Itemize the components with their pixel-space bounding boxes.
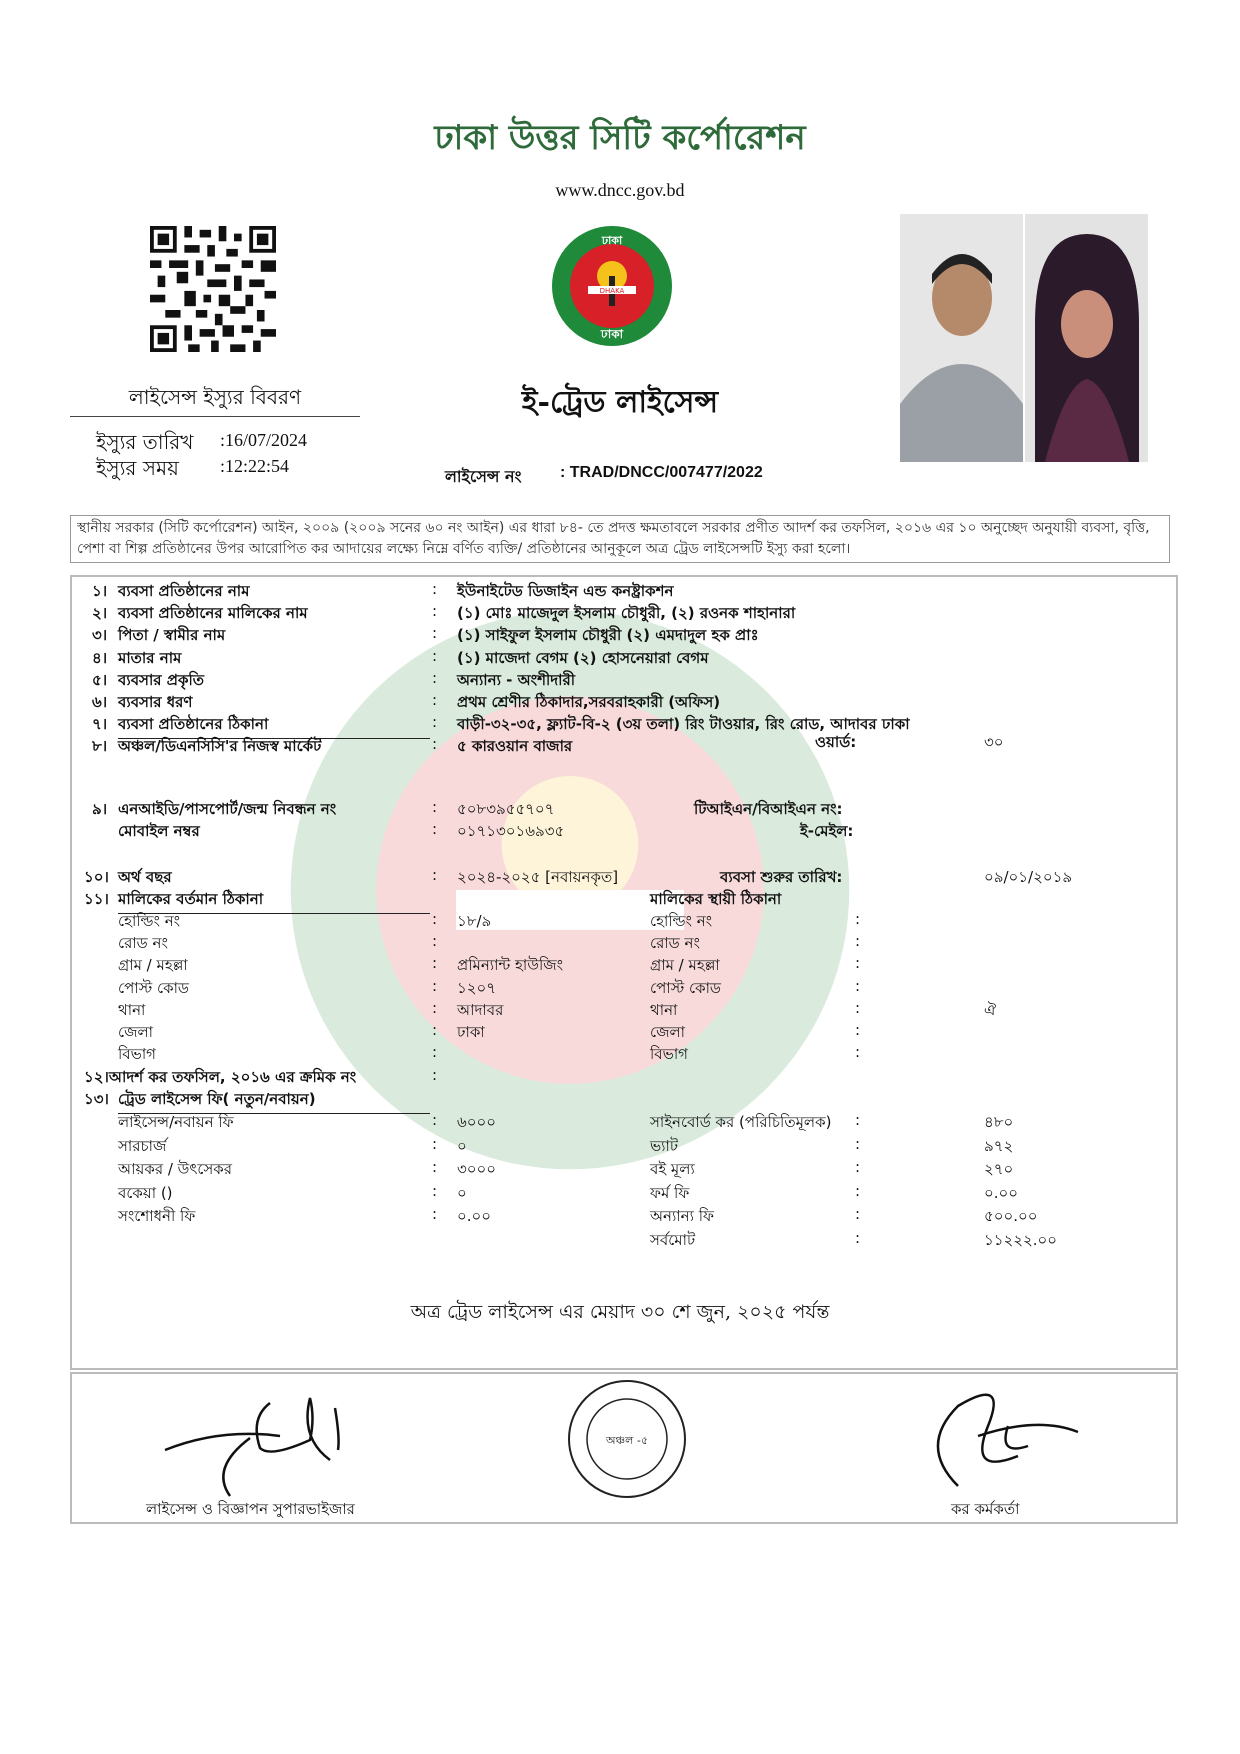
field-value: অন্যান্য - অংশীদারী	[457, 670, 576, 689]
issue-date-value: :16/07/2024	[220, 430, 308, 450]
fiscal-label: অর্থ বছর	[118, 868, 172, 886]
address-row-label: বিভাগ	[118, 1045, 156, 1064]
dncc-logo-icon	[550, 224, 674, 348]
fee-label: বই মূল্য	[650, 1160, 695, 1178]
address-colon: :	[432, 954, 438, 973]
nid-num: ৯।	[92, 800, 108, 818]
fees-num: ১৩।	[84, 1090, 109, 1108]
permanent-address-colon: :	[855, 976, 861, 995]
field-colon: :	[432, 580, 438, 598]
permanent-address-colon: :	[855, 932, 861, 951]
document-title: ই-ট্রেড লাইসেন্স	[521, 385, 719, 420]
field-label: মাতার নাম	[118, 648, 182, 667]
address-row-label: হোল্ডিং নং	[118, 912, 181, 930]
fiscal-value: ২০২৪-২০২৫ [নবায়নকৃত]	[457, 868, 619, 886]
preamble-text: স্থানীয় সরকার (সিটি কর্পোরেশন) আইন, ২০০৯ (২০০৯ সনের ৬০ নং আইন) এর ধারা ৮৪- তে প্রদত্ত ক্ষমতাবলে সরকার প্রণীত আদর্শ কর তফসিল, ২০১৬ এর ১০ অনুচ্ছেদ অনুযায়ী ব্যবসা, বৃত্তি, পেশা বা শিল্প প্রতিষ্ঠানের উপর আরোপিত কর আদায়ের লক্ষ্যে নিম্নে বর্ণিত ব্যক্তি/ প্রতিষ্ঠানের আনুকূলে অত্র ট্রেড লাইসেন্সটি ইস্যু করা হলো।	[70, 515, 1170, 563]
field-colon: :	[432, 624, 438, 643]
field-label: ব্যবসা প্রতিষ্ঠানের ঠিকানা	[118, 713, 430, 739]
nid-colon: :	[432, 798, 438, 816]
license-number: : TRAD/DNCC/007477/2022	[560, 464, 763, 481]
fee-value: ৪৮০	[984, 1113, 1014, 1131]
fee-label: লাইসেন্স/নবায়ন ফি	[118, 1113, 234, 1131]
field-value: প্রথম শ্রেণীর ঠিকাদার,সরবরাহকারী (অফিস)	[457, 693, 721, 711]
permanent-address-colon: :	[855, 954, 861, 973]
fee-label: সাইনবোর্ড কর (পরিচিতিমূলক)	[650, 1113, 832, 1131]
fee-label: সংশোধনী ফি	[118, 1207, 196, 1225]
issue-time-value: :12:22:54	[220, 456, 290, 476]
fiscal-colon: :	[432, 866, 438, 884]
permanent-address-label: পোস্ট কোড	[650, 978, 721, 997]
fee-label: ফর্ম ফি	[650, 1183, 690, 1202]
tax-schedule-label: আদর্শ কর তফসিল, ২০১৬ এর ক্রমিক নং	[108, 1068, 357, 1086]
tax-schedule-num: ১২।	[84, 1068, 109, 1086]
fee-value: ০.০০	[984, 1183, 1019, 1202]
address-colon: :	[432, 976, 438, 995]
field-colon: :	[432, 691, 438, 709]
field-colon: :	[432, 646, 438, 665]
permanent-address-label: রোড নং	[650, 934, 700, 953]
present-address-title: মালিকের বর্তমান ঠিকানা	[118, 888, 430, 914]
fee-colon: :	[855, 1134, 861, 1153]
permanent-address-label: জেলা	[650, 1023, 686, 1041]
nid-value: ৫০৮৩৯৫৫৭০৭	[457, 800, 555, 818]
fees-title: ট্রেড লাইসেন্স ফি( নতুন/নবায়ন)	[118, 1088, 430, 1114]
license-number-label: লাইসেন্স নং	[445, 467, 522, 486]
field-num: ৮।	[92, 737, 108, 756]
permanent-address-label: বিভাগ	[650, 1045, 688, 1064]
fee-colon: :	[432, 1181, 438, 1200]
fee-value: ৬০০০	[457, 1113, 497, 1131]
field-label: ব্যবসা প্রতিষ্ঠানের নাম	[118, 582, 250, 600]
permanent-address-label: হোল্ডিং নং	[650, 912, 713, 930]
start-date-label: ব্যবসা শুরুর তারিখ:	[720, 868, 843, 886]
fee-value: ১১২২২.০০	[984, 1230, 1057, 1249]
fee-label: অন্যান্য ফি	[650, 1207, 714, 1225]
field-label: পিতা / স্বামীর নাম	[118, 626, 226, 645]
address-row-label: জেলা	[118, 1023, 154, 1041]
fee-label: ভ্যাট	[650, 1136, 679, 1155]
address-colon: :	[432, 998, 438, 1017]
field-num: ২।	[92, 604, 108, 623]
permanent-address-colon: :	[855, 1021, 861, 1039]
address-colon: :	[432, 1043, 438, 1062]
field-label: ব্যবসার প্রকৃতি	[118, 670, 205, 689]
fee-label: আয়কর / উৎসেকর	[118, 1160, 233, 1178]
fee-colon: :	[432, 1134, 438, 1153]
fee-value: ৯৭২	[984, 1136, 1014, 1155]
address-colon: :	[432, 910, 438, 928]
fee-label: বকেয়া ()	[118, 1183, 173, 1202]
field-colon: :	[432, 602, 438, 621]
field-colon: :	[432, 713, 438, 732]
qr-code-icon	[147, 226, 279, 352]
fee-label: সারচার্জ	[118, 1136, 167, 1155]
fee-value: ০	[457, 1183, 467, 1202]
email-label: ই-মেইল:	[800, 822, 854, 840]
fee-value: ৫০০.০০	[984, 1207, 1038, 1225]
issue-details-title: লাইসেন্স ইস্যুর বিবরণ	[128, 385, 302, 409]
logo-dhaka-text: DHAKA	[599, 287, 625, 295]
field-label: অঞ্চল/ডিএনসিসি'র নিজস্ব মার্কেট	[118, 737, 322, 756]
fee-colon: :	[855, 1158, 861, 1176]
fee-colon: :	[855, 1228, 861, 1247]
present-address-value: ১৮/৯	[457, 912, 492, 930]
fiscal-num: ১০।	[84, 868, 109, 886]
fee-label: সর্বমোট	[650, 1230, 696, 1249]
address-row-label: গ্রাম / মহল্লা	[118, 956, 188, 975]
field-num: ৭।	[92, 715, 108, 734]
present-address-value: প্রমিন্যান্ট হাউজিং	[457, 956, 564, 975]
expiry-text: অত্র ট্রেড লাইসেন্স এর মেয়াদ ৩০ শে জুন, ২০২৫ পর্যন্ত	[410, 1301, 830, 1323]
present-address-value: ১২০৭	[457, 978, 496, 997]
website-url: www.dncc.gov.bd	[555, 180, 685, 200]
permanent-address-colon: :	[855, 998, 861, 1017]
field-value: ইউনাইটেড ডিজাইন এন্ড কনষ্ট্রাকশন	[457, 582, 674, 600]
tax-schedule-colon: :	[432, 1066, 438, 1084]
tin-label: টিআইএন/বিআইএন নং:	[694, 800, 843, 818]
issue-time-label: ইস্যুর সময়	[96, 456, 179, 480]
logo-bottom-text: ঢাকা	[600, 327, 624, 341]
start-date-value: ০৯/০১/২০১৯	[984, 868, 1073, 886]
field-num: ৬।	[92, 693, 108, 711]
address-colon: :	[432, 932, 438, 951]
present-address-value: আদাবর	[457, 1000, 504, 1019]
permanent-address-label: থানা	[650, 1000, 678, 1019]
field-num: ১।	[92, 582, 108, 600]
organization-name: ঢাকা উত্তর সিটি কর্পোরেশন	[434, 118, 806, 158]
officer-label: কর কর্মকর্তা	[951, 1500, 1020, 1518]
field-value: (১) সাইফুল ইসলাম চৌধুরী (২) এমদাদুল হক প্রাঃ	[457, 626, 759, 645]
field-label: ব্যবসা প্রতিষ্ঠানের মালিকের নাম	[118, 604, 308, 623]
field-value: (১) মাজেদা বেগম (২) হোসনেয়ারা বেগম	[457, 648, 709, 667]
field-num: ৫।	[92, 670, 108, 689]
fee-value: ০	[457, 1136, 467, 1155]
present-address-value: ঢাকা	[457, 1023, 485, 1041]
fee-colon: :	[432, 1205, 438, 1223]
mobile-colon: :	[432, 820, 438, 838]
permanent-address-colon: :	[855, 1043, 861, 1062]
mobile-value: ০১৭১৩০১৬৯৩৫	[457, 822, 565, 840]
logo-top-text: ঢাকা	[601, 234, 623, 247]
stamp-center-text: অঞ্চল -৫	[606, 1434, 648, 1447]
ward-label: ওয়ার্ড:	[815, 733, 857, 751]
address-num: ১১।	[84, 890, 109, 908]
address-row-label: থানা	[118, 1000, 146, 1019]
issue-date-label: ইস্যুর তারিখ	[96, 430, 194, 454]
field-colon: :	[432, 668, 438, 687]
address-row-label: রোড নং	[118, 934, 168, 953]
officer-signature-icon	[898, 1376, 1098, 1496]
nid-label: এনআইডি/পাসপোর্ট/জন্ম নিবন্ধন নং	[118, 800, 337, 818]
fee-value: ০.০০	[457, 1207, 492, 1225]
supervisor-label: লাইসেন্স ও বিজ্ঞাপন সুপারভাইজার	[146, 1500, 355, 1518]
address-row-label: পোস্ট কোড	[118, 978, 189, 997]
field-num: ৩।	[92, 626, 108, 645]
mobile-label: মোবাইল নম্বর	[118, 822, 200, 840]
permanent-address-value: ঐ	[984, 1000, 997, 1019]
permanent-address-title: মালিকের স্থায়ী ঠিকানা	[650, 890, 782, 908]
ward-value: ৩০	[984, 733, 1004, 751]
field-num: ৪।	[92, 648, 108, 667]
field-label: ব্যবসার ধরণ	[118, 693, 193, 711]
field-value: (১) মোঃ মাজেদুল ইসলাম চৌধুরী, (২) রওনক শাহানারা	[457, 604, 796, 623]
office-stamp-icon	[566, 1378, 688, 1500]
fee-value: ২৭০	[984, 1160, 1014, 1178]
field-value: বাড়ী-৩২-৩৫, ফ্ল্যাট-বি-২ (৩য় তলা) রিং টাওয়ার, রিং রোড, আদাবর ঢাকা	[457, 715, 910, 734]
fee-value: ৩০০০	[457, 1160, 497, 1178]
fee-colon: :	[855, 1111, 861, 1129]
fee-colon: :	[432, 1158, 438, 1176]
fee-colon: :	[855, 1181, 861, 1200]
field-colon: :	[432, 735, 438, 754]
permanent-address-colon: :	[855, 910, 861, 928]
fee-colon: :	[432, 1111, 438, 1129]
fee-colon: :	[855, 1205, 861, 1223]
supervisor-signature-icon	[160, 1378, 360, 1498]
field-value: ৫ কারওয়ান বাজার	[457, 737, 573, 756]
permanent-address-label: গ্রাম / মহল্লা	[650, 956, 720, 975]
address-colon: :	[432, 1021, 438, 1039]
